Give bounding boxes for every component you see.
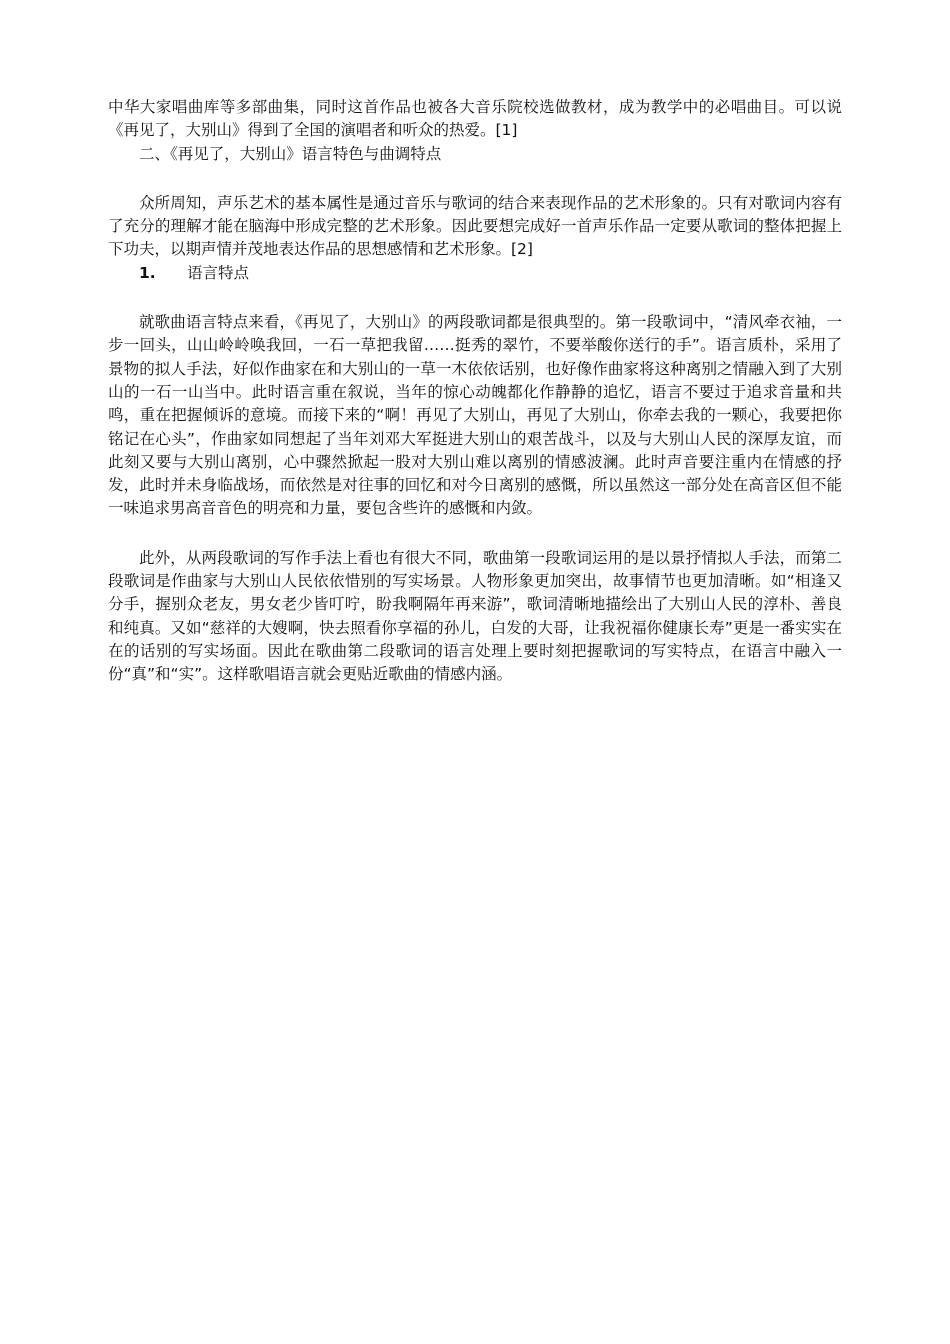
section-heading: 二、《再见了，大别山》语言特色与曲调特点 — [139, 144, 442, 163]
section-intro-paragraph: 众所周知，声乐艺术的基本属性是通过音乐与歌词的结合来表现作品的艺术形象的。只有对歌词内容有了充分的理解才能在脑海中形成完整的艺术形象。因此要想完成好一首声乐作品一定要从歌词的整体把握上下功夫，以期声情并茂地表达作品的思想感情和艺术形象。[2] — [108, 193, 842, 259]
intro-paragraph: 中华大家唱曲库等多部曲集，同时这首作品也被各大音乐院校选做教材，成为教学中的必唱曲目。可以说《再见了，大别山》得到了全国的演唱者和听众的热爱。[1] — [108, 98, 842, 140]
subsection-heading — [108, 262, 842, 285]
language-paragraph-2: 此外，从两段歌词的写作手法上看也有很大不同，歌曲第一段歌词运用的是以景抒情拟人手法，而第二段歌词是作曲家与大别山人民依依惜别的写实场景。人物形象更加突出，故事情节也更加清晰。如“相逢又分手，握别众老友，男女老少皆叮咛，盼我啊隔年再来游”，歌词清晰地描绘出了大别山人民的淳朴、善良和纯真。又如“慈祥的大嫂啊，快去照看你享福的孙儿，白发的大哥，让我祝福你健康长寿”更是一番实实在在的话别的写实场面。因此在歌曲第二段歌词的语言处理上要时刻把握歌词的写实特点，在语言中融入一份“真”和“实”。这样歌唱语言就会更贴近歌曲的情感内涵。 — [108, 548, 842, 684]
language-paragraph-1: 就歌曲语言特点来看，《再见了，大别山》的两段歌词都是很典型的。第一段歌词中，“清风牵衣袖，一步一回头，山山岭岭唤我回，一石一草把我留……挺秀的翠竹，不要举酸你送行的手”。语言质朴，采用了景物的拟人手法，好似作曲家在和大别山的一草一木依依话别，也好像作曲家将这种离别之情融入到了大别山的一石一山当中。此时语言重在叙说，当年的惊心动魄都化作静静的追忆，语言不要过于追求音量和共鸣，重在把握倾诉的意境。而接下来的“啊！再见了大别山，再见了大别山，你牵去我的一颗心，我要把你铭记在心头”，作曲家如同想起了当年刘邓大军挺进大别山的艰苦战斗，以及与大别山人民的深厚友谊，而此刻又要与大别山离别，心中骤然掀起一股对大别山难以离别的情感波澜。此时声音要注重内在情感的抒发，此时并未身临战场，而依然是对往事的回忆和对今日离别的感慨，所以虽然这一部分处在高音区但不能一味追求男高音音色的明亮和力量，要包含些许的感慨和内敛。 — [108, 313, 842, 518]
subsection-number: 1. — [139, 263, 156, 282]
subsection-title: 语言特点 — [187, 263, 250, 282]
document-page — [108, 96, 842, 687]
